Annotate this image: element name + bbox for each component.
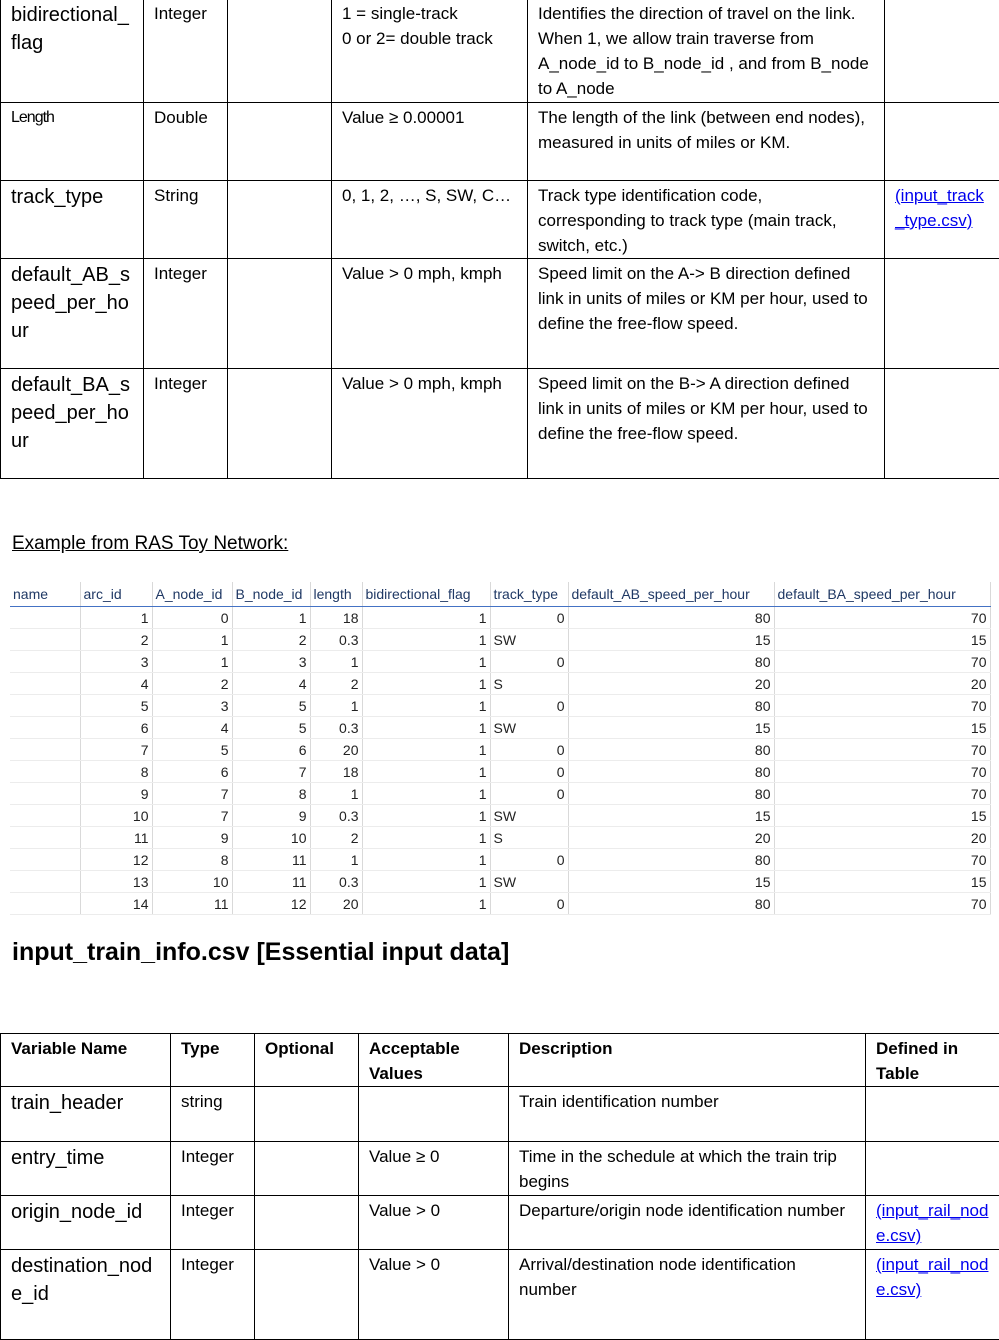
- spreadsheet-cell: 9: [232, 805, 310, 827]
- spreadsheet-cell: S: [490, 673, 568, 695]
- spreadsheet-cell: [10, 651, 80, 673]
- spreadsheet-cell: 3: [80, 651, 152, 673]
- spreadsheet-cell: 1: [80, 607, 152, 629]
- optional-cell: [255, 1142, 359, 1196]
- defined-in-table-cell: [885, 259, 999, 369]
- spreadsheet-cell: SW: [490, 629, 568, 651]
- spreadsheet-cell: 7: [152, 783, 232, 805]
- description-cell: Identifies the direction of travel on the link. When 1, we allow train traverse from A_node_id to B_node_id , and from B_node to A_node: [528, 0, 885, 103]
- description-cell: The length of the link (between end nodes), measured in units of miles or KM.: [528, 103, 885, 181]
- spreadsheet-row: [10, 607, 990, 629]
- spreadsheet-cell: 1: [310, 849, 362, 871]
- spreadsheet-cell: 7: [152, 805, 232, 827]
- spreadsheet-cell: 0: [490, 761, 568, 783]
- spreadsheet-cell: 70: [774, 607, 990, 629]
- column-header-type: Type: [171, 1034, 255, 1087]
- spreadsheet-cell: [10, 761, 80, 783]
- spreadsheet-cell: 15: [568, 805, 774, 827]
- spreadsheet-column-header: default_AB_speed_per_hour: [568, 582, 774, 607]
- spreadsheet-row: [10, 717, 990, 739]
- spreadsheet-cell: 70: [774, 783, 990, 805]
- acceptable-value-line: 1 = single-track: [342, 1, 517, 26]
- spreadsheet-cell: 0.3: [310, 871, 362, 893]
- spreadsheet-cell: 80: [568, 783, 774, 805]
- spreadsheet-cell: 80: [568, 607, 774, 629]
- spreadsheet-cell: 10: [152, 871, 232, 893]
- spreadsheet-cell: 80: [568, 739, 774, 761]
- spreadsheet-cell: 14: [80, 893, 152, 915]
- type-cell: Integer: [171, 1250, 255, 1340]
- description-cell: Speed limit on the A-> B direction defined link in units of miles or KM per hour, used to define the free-flow speed.: [528, 259, 885, 369]
- spreadsheet-cell: 11: [80, 827, 152, 849]
- spreadsheet-cell: 1: [362, 607, 490, 629]
- rail-node-table-link[interactable]: (input_rail_node.csv): [876, 1201, 988, 1245]
- spreadsheet-cell: 0: [490, 739, 568, 761]
- description-cell: Departure/origin node identification number: [509, 1196, 866, 1250]
- spreadsheet-cell: [10, 871, 80, 893]
- spreadsheet-cell: 1: [362, 783, 490, 805]
- defined-in-table-cell: [866, 1142, 999, 1196]
- spreadsheet-cell: 1: [362, 673, 490, 695]
- spreadsheet-cell: 8: [232, 783, 310, 805]
- type-cell: Integer: [171, 1142, 255, 1196]
- acceptable-values-cell: [359, 1087, 509, 1142]
- spreadsheet-row: [10, 893, 990, 915]
- spreadsheet-row: [10, 651, 990, 673]
- spreadsheet-cell: 18: [310, 607, 362, 629]
- spreadsheet-cell: 70: [774, 651, 990, 673]
- type-cell: string: [171, 1087, 255, 1142]
- variable-name-cell: default_AB_speed_per_hour: [1, 259, 144, 369]
- spreadsheet-cell: [10, 695, 80, 717]
- table-header-row: [1, 1034, 999, 1087]
- variable-name-cell: bidirectional_flag: [1, 0, 144, 103]
- variable-name-cell: destination_node_id: [1, 1250, 171, 1340]
- rail-node-table-link[interactable]: (input_rail_node.csv): [876, 1255, 988, 1299]
- spreadsheet-column-header: arc_id: [80, 582, 152, 607]
- spreadsheet-cell: 20: [568, 673, 774, 695]
- table-row: [1, 103, 999, 181]
- spreadsheet-cell: 70: [774, 739, 990, 761]
- spreadsheet-cell: 10: [80, 805, 152, 827]
- spreadsheet-cell: 0.3: [310, 717, 362, 739]
- spreadsheet-cell: [10, 849, 80, 871]
- spreadsheet-cell: 70: [774, 849, 990, 871]
- spreadsheet-cell: 4: [80, 673, 152, 695]
- spreadsheet-cell: 80: [568, 651, 774, 673]
- type-cell: Double: [144, 103, 228, 181]
- spreadsheet-cell: 6: [232, 739, 310, 761]
- spreadsheet-cell: 2: [80, 629, 152, 651]
- optional-cell: [228, 0, 332, 103]
- type-cell: Integer: [171, 1196, 255, 1250]
- spreadsheet-header-row: [10, 582, 990, 607]
- spreadsheet-cell: [10, 893, 80, 915]
- spreadsheet-cell: [10, 827, 80, 849]
- spreadsheet-cell: 70: [774, 761, 990, 783]
- spreadsheet-column-header: default_BA_speed_per_hour: [774, 582, 990, 607]
- spreadsheet-cell: 4: [232, 673, 310, 695]
- spreadsheet-cell: 0: [490, 695, 568, 717]
- spreadsheet-cell: 3: [152, 695, 232, 717]
- spreadsheet-column-header: A_node_id: [152, 582, 232, 607]
- acceptable-values-cell: Value > 0 mph, kmph: [332, 259, 528, 369]
- spreadsheet-cell: 7: [232, 761, 310, 783]
- variable-name-cell: origin_node_id: [1, 1196, 171, 1250]
- acceptable-values-cell: Value ≥ 0: [359, 1142, 509, 1196]
- spreadsheet-cell: 0: [490, 607, 568, 629]
- spreadsheet-cell: 15: [774, 717, 990, 739]
- spreadsheet-column-header: name: [10, 582, 80, 607]
- spreadsheet-row: [10, 827, 990, 849]
- spreadsheet-cell: 1: [362, 893, 490, 915]
- spreadsheet-cell: [10, 607, 80, 629]
- spreadsheet-body: [10, 607, 990, 915]
- description-cell: Train identification number: [509, 1087, 866, 1142]
- optional-cell: [228, 259, 332, 369]
- spreadsheet-cell: 11: [232, 871, 310, 893]
- table-row: [1, 369, 999, 479]
- table-row: [1, 1196, 999, 1250]
- spreadsheet-cell: 13: [80, 871, 152, 893]
- spreadsheet-cell: 1: [310, 695, 362, 717]
- variable-name-cell: entry_time: [1, 1142, 171, 1196]
- spreadsheet-cell: 1: [152, 651, 232, 673]
- variable-name-cell: default_BA_speed_per_hour: [1, 369, 144, 479]
- spreadsheet-cell: 5: [232, 717, 310, 739]
- defined-in-table-cell: [866, 1250, 999, 1340]
- link-attribute-table: [0, 0, 999, 479]
- spreadsheet-cell: 1: [362, 717, 490, 739]
- train-info-table: [0, 1033, 999, 1340]
- spreadsheet-cell: 15: [774, 871, 990, 893]
- acceptable-values-cell: Value > 0: [359, 1196, 509, 1250]
- table-row: [1, 1142, 999, 1196]
- optional-cell: [228, 103, 332, 181]
- spreadsheet-cell: 1: [362, 651, 490, 673]
- type-cell: String: [144, 181, 228, 259]
- section-heading: input_train_info.csv [Essential input data]: [12, 938, 509, 967]
- spreadsheet-column-header: length: [310, 582, 362, 607]
- column-header-defined-in-table: Defined in Table: [866, 1034, 999, 1087]
- spreadsheet-cell: 6: [80, 717, 152, 739]
- spreadsheet-cell: 1: [362, 739, 490, 761]
- type-cell: Integer: [144, 0, 228, 103]
- spreadsheet-cell: 80: [568, 695, 774, 717]
- description-cell: Track type identification code, corresponding to track type (main track, switch, etc.): [528, 181, 885, 259]
- spreadsheet-cell: [10, 805, 80, 827]
- column-header-description: Description: [509, 1034, 866, 1087]
- example-spreadsheet: [10, 582, 991, 915]
- spreadsheet-cell: 15: [568, 717, 774, 739]
- spreadsheet-cell: 20: [310, 739, 362, 761]
- spreadsheet-cell: 20: [774, 827, 990, 849]
- table-row: [1, 0, 999, 103]
- spreadsheet-cell: 80: [568, 893, 774, 915]
- optional-cell: [255, 1196, 359, 1250]
- spreadsheet-cell: 15: [774, 629, 990, 651]
- spreadsheet-row: [10, 871, 990, 893]
- spreadsheet-cell: SW: [490, 805, 568, 827]
- spreadsheet-cell: [10, 739, 80, 761]
- column-header-variable-name: Variable Name: [1, 1034, 171, 1087]
- acceptable-values-cell: Value > 0 mph, kmph: [332, 369, 528, 479]
- spreadsheet-cell: [10, 673, 80, 695]
- spreadsheet-row: [10, 629, 990, 651]
- spreadsheet-cell: 3: [232, 651, 310, 673]
- spreadsheet-cell: 6: [152, 761, 232, 783]
- spreadsheet-cell: 1: [362, 761, 490, 783]
- optional-cell: [228, 181, 332, 259]
- spreadsheet-cell: 7: [80, 739, 152, 761]
- spreadsheet-column-header: B_node_id: [232, 582, 310, 607]
- spreadsheet-cell: 1: [232, 607, 310, 629]
- optional-cell: [228, 369, 332, 479]
- column-header-acceptable-values: Acceptable Values: [359, 1034, 509, 1087]
- spreadsheet-cell: 0: [152, 607, 232, 629]
- spreadsheet-column-header: bidirectional_flag: [362, 582, 490, 607]
- spreadsheet-row: [10, 849, 990, 871]
- spreadsheet-cell: 12: [80, 849, 152, 871]
- spreadsheet-cell: 15: [568, 871, 774, 893]
- table-row: [1, 1250, 999, 1340]
- spreadsheet-cell: 80: [568, 761, 774, 783]
- spreadsheet-cell: 15: [774, 805, 990, 827]
- type-cell: Integer: [144, 259, 228, 369]
- spreadsheet-cell: 0: [490, 849, 568, 871]
- spreadsheet-cell: 2: [310, 673, 362, 695]
- defined-in-table-cell: [866, 1087, 999, 1142]
- spreadsheet-cell: SW: [490, 871, 568, 893]
- spreadsheet-column-header: track_type: [490, 582, 568, 607]
- spreadsheet-row: [10, 695, 990, 717]
- description-cell: Arrival/destination node identification number: [509, 1250, 866, 1340]
- spreadsheet-cell: 11: [232, 849, 310, 871]
- table-row: [1, 1087, 999, 1142]
- spreadsheet-row: [10, 673, 990, 695]
- spreadsheet-cell: 1: [362, 827, 490, 849]
- spreadsheet-cell: 20: [568, 827, 774, 849]
- variable-name-cell: Length: [1, 103, 144, 181]
- acceptable-value-line: 0 or 2= double track: [342, 26, 517, 51]
- optional-cell: [255, 1087, 359, 1142]
- spreadsheet-cell: S: [490, 827, 568, 849]
- spreadsheet-cell: [10, 783, 80, 805]
- spreadsheet-cell: [10, 629, 80, 651]
- spreadsheet-cell: 5: [232, 695, 310, 717]
- spreadsheet-cell: 15: [568, 629, 774, 651]
- spreadsheet-cell: 70: [774, 893, 990, 915]
- table-row: [1, 259, 999, 369]
- spreadsheet-cell: 1: [362, 871, 490, 893]
- acceptable-values-cell: 0, 1, 2, …, S, SW, C…: [332, 181, 528, 259]
- spreadsheet-cell: 1: [310, 783, 362, 805]
- spreadsheet-cell: 2: [152, 673, 232, 695]
- spreadsheet-cell: 1: [362, 695, 490, 717]
- variable-name-cell: train_header: [1, 1087, 171, 1142]
- spreadsheet-cell: 4: [152, 717, 232, 739]
- spreadsheet-cell: 20: [774, 673, 990, 695]
- spreadsheet-cell: 11: [152, 893, 232, 915]
- column-header-optional: Optional: [255, 1034, 359, 1087]
- description-cell: Speed limit on the B-> A direction defined link in units of miles or KM per hour, used to define the free-flow speed.: [528, 369, 885, 479]
- spreadsheet-cell: 70: [774, 695, 990, 717]
- optional-cell: [255, 1250, 359, 1340]
- defined-in-table-cell: [885, 181, 999, 259]
- spreadsheet-cell: 2: [232, 629, 310, 651]
- spreadsheet-cell: 0.3: [310, 805, 362, 827]
- spreadsheet-cell: [10, 717, 80, 739]
- spreadsheet-row: [10, 761, 990, 783]
- spreadsheet-cell: 12: [232, 893, 310, 915]
- spreadsheet-cell: 9: [152, 827, 232, 849]
- spreadsheet-cell: 0: [490, 783, 568, 805]
- spreadsheet-cell: 2: [310, 827, 362, 849]
- spreadsheet-cell: 8: [152, 849, 232, 871]
- spreadsheet-cell: 1: [152, 629, 232, 651]
- track-type-table-link[interactable]: (input_track_type.csv): [895, 186, 984, 230]
- defined-in-table-cell: [885, 103, 999, 181]
- spreadsheet-cell: 1: [362, 849, 490, 871]
- spreadsheet-cell: 80: [568, 849, 774, 871]
- example-caption: Example from RAS Toy Network:: [12, 533, 288, 555]
- defined-in-table-cell: [885, 369, 999, 479]
- spreadsheet-cell: 9: [80, 783, 152, 805]
- spreadsheet-cell: 10: [232, 827, 310, 849]
- description-cell: Time in the schedule at which the train trip begins: [509, 1142, 866, 1196]
- spreadsheet-cell: 5: [152, 739, 232, 761]
- acceptable-values-cell: Value > 0: [359, 1250, 509, 1340]
- spreadsheet-cell: 0: [490, 893, 568, 915]
- spreadsheet-cell: 0: [490, 651, 568, 673]
- acceptable-values-cell: [332, 0, 528, 103]
- spreadsheet-cell: 20: [310, 893, 362, 915]
- type-cell: Integer: [144, 369, 228, 479]
- spreadsheet-cell: 1: [362, 629, 490, 651]
- spreadsheet-row: [10, 783, 990, 805]
- variable-name-cell: track_type: [1, 181, 144, 259]
- spreadsheet-cell: 0.3: [310, 629, 362, 651]
- spreadsheet-cell: 8: [80, 761, 152, 783]
- table-row: [1, 181, 999, 259]
- spreadsheet-cell: 5: [80, 695, 152, 717]
- spreadsheet-cell: SW: [490, 717, 568, 739]
- spreadsheet-cell: 1: [310, 651, 362, 673]
- spreadsheet-cell: 18: [310, 761, 362, 783]
- acceptable-values-cell: Value ≥ 0.00001: [332, 103, 528, 181]
- spreadsheet-row: [10, 739, 990, 761]
- defined-in-table-cell: [866, 1196, 999, 1250]
- spreadsheet-cell: 1: [362, 805, 490, 827]
- spreadsheet-row: [10, 805, 990, 827]
- defined-in-table-cell: [885, 0, 999, 103]
